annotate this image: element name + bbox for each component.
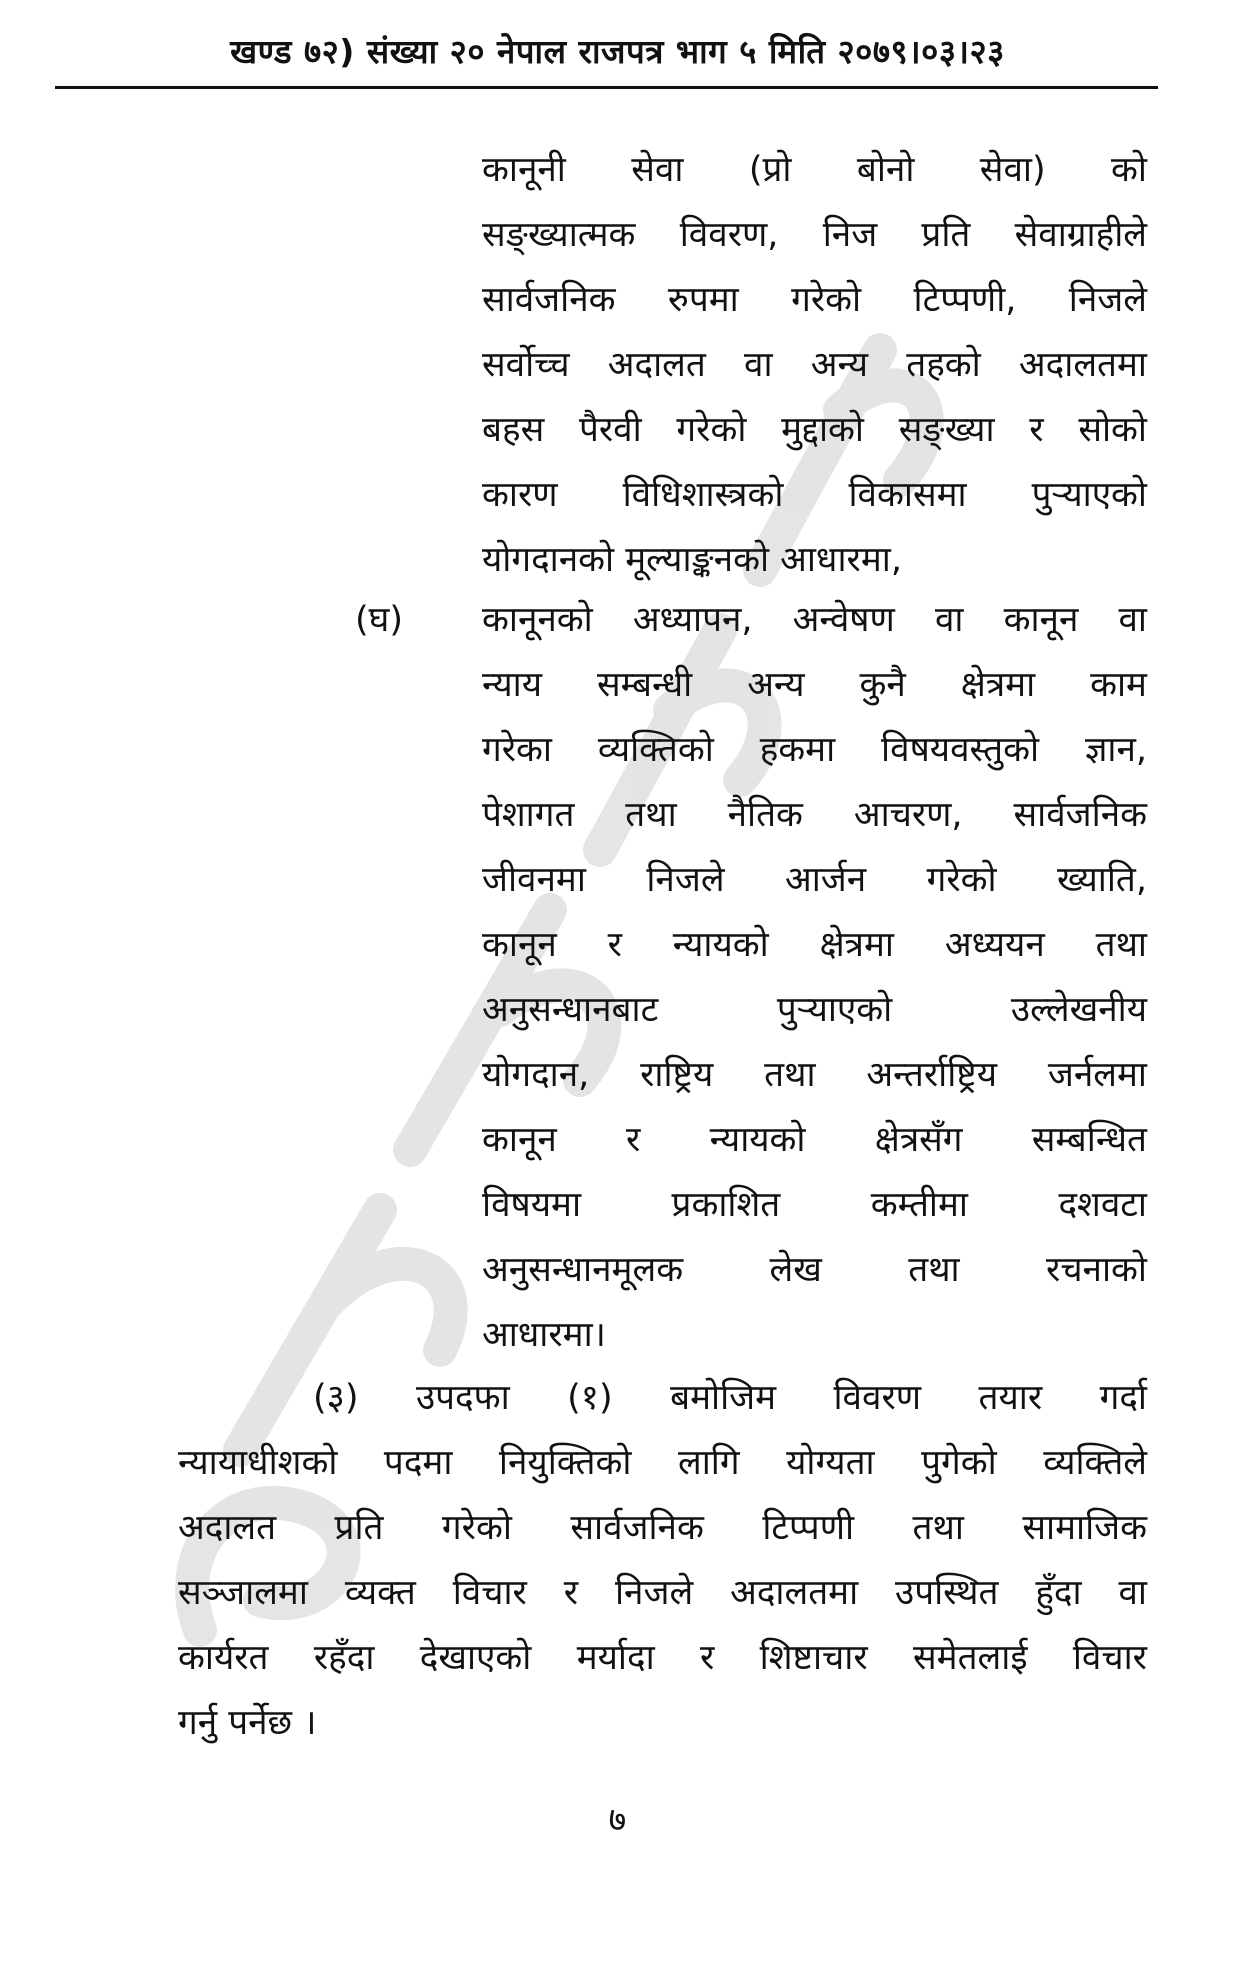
clause-gha-label: (घ): [355, 600, 403, 640]
text-line: जीवनमा निजले आर्जन गरेको ख्याति,: [482, 860, 1147, 900]
gazette-header: खण्ड ७२) संख्या २० नेपाल राजपत्र भाग ५ मिति २०७९।०३।२३: [230, 32, 1005, 71]
text-line: आधारमा।: [482, 1315, 606, 1355]
clause-c-continuation: [482, 138, 1147, 593]
page-number: ७: [608, 1800, 627, 1840]
header-divider: [55, 86, 1158, 89]
text-line: न्यायाधीशको पदमा नियुक्तिको लागि योग्यता पुगेको व्यक्तिले: [178, 1443, 1147, 1483]
text-line: अनुसन्धानमूलक लेख तथा रचनाको: [482, 1250, 1147, 1290]
text-line: सञ्जालमा व्यक्त विचार र निजले अदालतमा उपस्थित हुँदा वा: [178, 1573, 1147, 1613]
text-line: न्याय सम्बन्धी अन्य कुनै क्षेत्रमा काम: [482, 665, 1147, 705]
text-line: गर्नु पर्नेछ ।: [178, 1703, 317, 1743]
text-line: योगदान, राष्ट्रिय तथा अन्तर्राष्ट्रिय जर्नलमा: [482, 1055, 1147, 1095]
text-line: अनुसन्धानबाट पुऱ्याएको उल्लेखनीय: [482, 990, 1147, 1030]
text-line: (३) उपदफा (१) बमोजिम विवरण तयार गर्दा: [313, 1378, 1147, 1418]
text-line: कारण विधिशास्त्रको विकासमा पुऱ्याएको: [482, 475, 1147, 515]
text-line: अदालत प्रति गरेको सार्वजनिक टिप्पणी तथा सामाजिक: [178, 1508, 1147, 1548]
text-line: गरेका व्यक्तिको हकमा विषयवस्तुको ज्ञान,: [482, 730, 1147, 770]
text-line: कार्यरत रहँदा देखाएको मर्यादा र शिष्टाचार समेतलाई विचार: [178, 1638, 1147, 1678]
text-line: बहस पैरवी गरेको मुद्दाको सङ्ख्या र सोको: [482, 410, 1147, 450]
text-line: कानून र न्यायको क्षेत्रसँग सम्बन्धित: [482, 1120, 1147, 1160]
text-line: कानूनी सेवा (प्रो बोनो सेवा) को: [482, 150, 1147, 190]
text-line: पेशागत तथा नैतिक आचरण, सार्वजनिक: [482, 795, 1147, 835]
text-line: कानूनको अध्यापन, अन्वेषण वा कानून वा: [482, 600, 1147, 640]
clause-gha-body: [482, 588, 1147, 1368]
text-line: सार्वजनिक रुपमा गरेको टिप्पणी, निजले: [482, 280, 1147, 320]
text-line: योगदानको मूल्याङ्कनको आधारमा,: [482, 540, 902, 580]
subsection-3-paragraph: [178, 1366, 1147, 1756]
text-line: सङ्ख्यात्मक विवरण, निज प्रति सेवाग्राहीले: [482, 215, 1147, 255]
text-line: सर्वोच्च अदालत वा अन्य तहको अदालतमा: [482, 345, 1147, 385]
text-line: कानून र न्यायको क्षेत्रमा अध्ययन तथा: [482, 925, 1147, 965]
text-line: विषयमा प्रकाशित कम्तीमा दशवटा: [482, 1185, 1147, 1225]
